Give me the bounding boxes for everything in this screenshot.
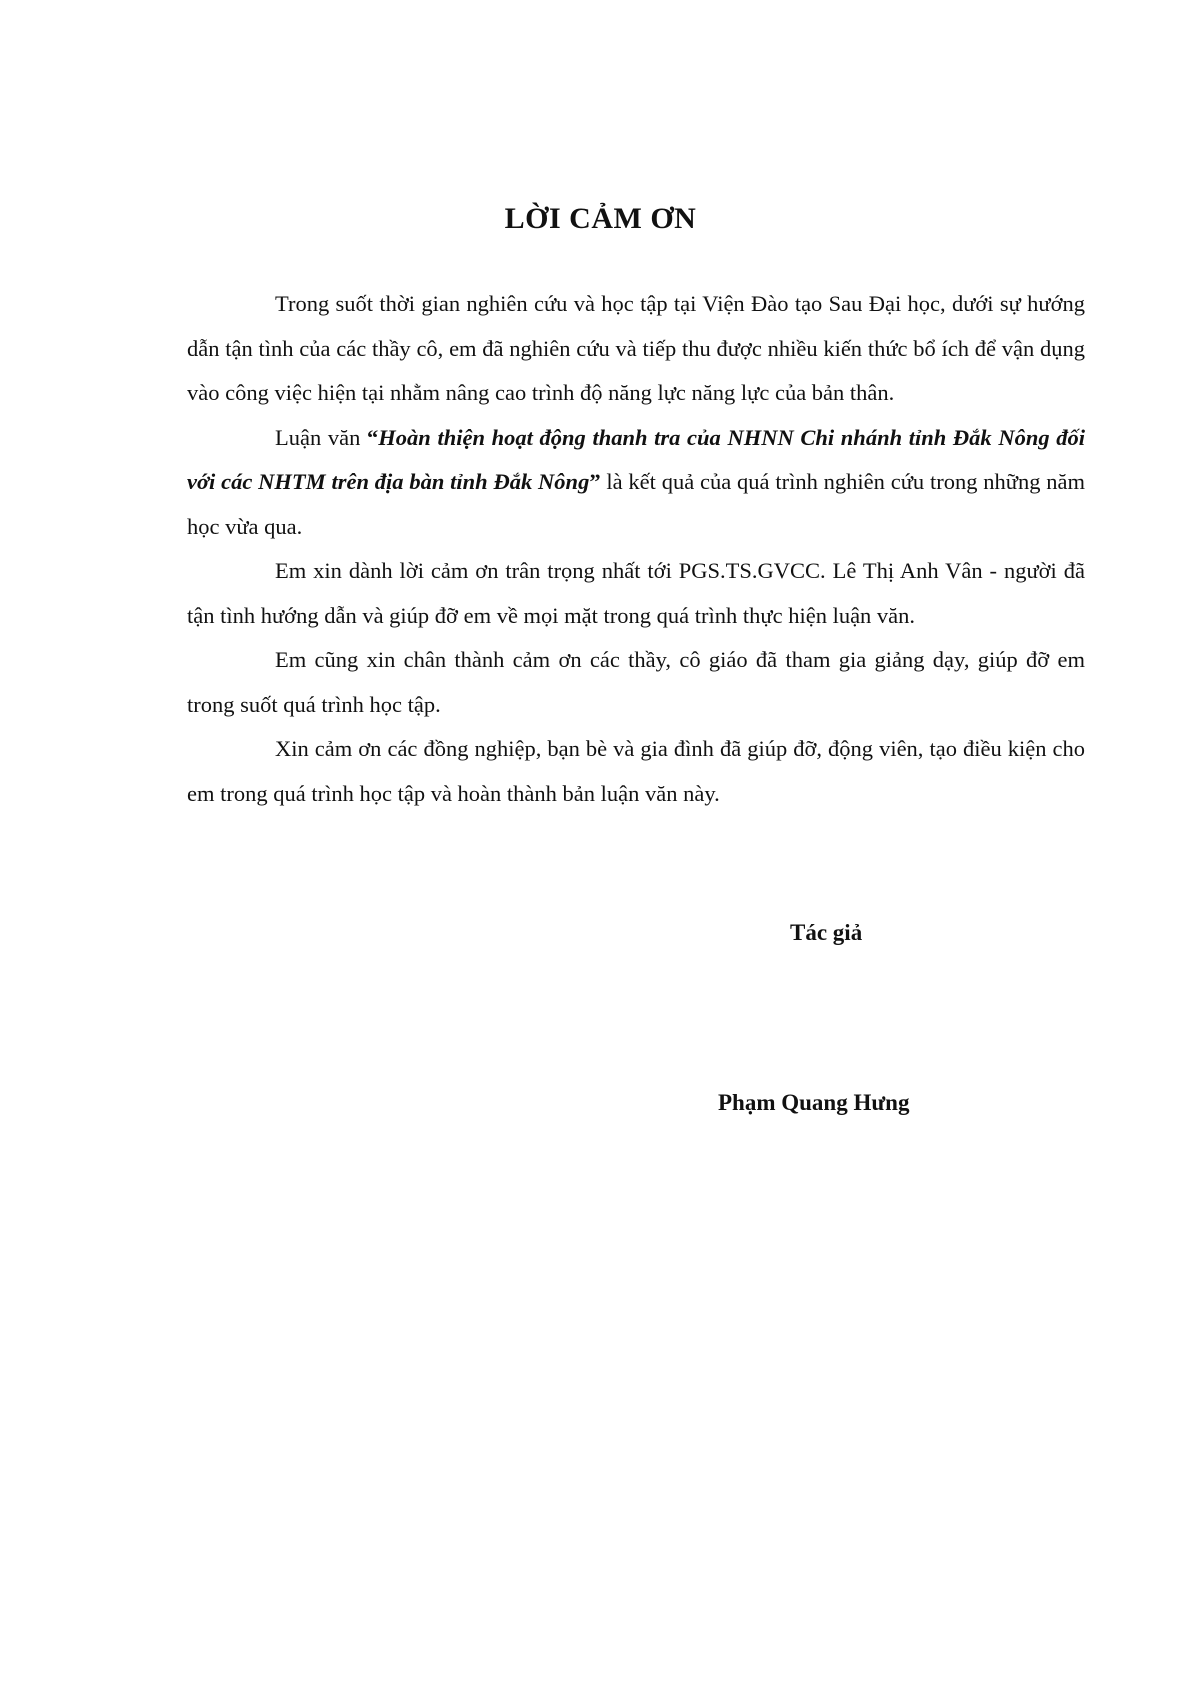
page-title: LỜI CẢM ƠN [504,202,697,235]
paragraph-text: Xin cảm ơn các đồng nghiệp, bạn bè và gia đình đã giúp đỡ, động viên, tạo điều kiện cho em trong quá trình học tập và hoàn thành bản luận văn này. [187,736,1085,806]
paragraph-text-tail: là kết quả của quá trình nghiên cứu trong những năm học vừa qua. [187,469,1085,539]
author-label: Tác giả [790,920,863,945]
paragraph-text: Trong suốt thời gian nghiên cứu và học tập tại Viện Đào tạo Sau Đại học, dưới sự hướng dẫn tận tình của các thầy cô, em đã nghiên cứu và tiếp thu được nhiều kiến thức bổ ích để vận dụng vào công việc hiện tại nhằm nâng cao trình độ năng lực năng lực của bản thân. [187,291,1085,405]
paragraph-study [187,282,1085,416]
paragraph-family [187,727,1085,816]
paragraph-text: Em xin dành lời cảm ơn trân trọng nhất tới PGS.TS.GVCC. Lê Thị Anh Vân - người đã tận tình hướng dẫn và giúp đỡ em về mọi mặt trong quá trình thực hiện luận văn. [187,558,1085,628]
open-quote: “ [367,424,379,450]
paragraph-teachers [187,638,1085,727]
paragraph-text: Em cũng xin chân thành cảm ơn các thầy, cô giáo đã tham gia giảng dạy, giúp đỡ em trong suốt quá trình học tập. [187,647,1085,717]
paragraph-thesis [187,416,1085,550]
body-text [187,282,1085,816]
paragraph-text-lead: Luận văn [275,424,368,450]
paragraph-supervisor [187,549,1085,638]
close-quote: ” [589,469,601,494]
thesis-title: Hoàn thiện hoạt động thanh tra của NHNN Chi nhánh tỉnh Đắk Nông đối với các NHTM trên địa bàn tỉnh Đắk Nông [187,424,1085,494]
author-name: Phạm Quang Hưng [718,1090,910,1115]
